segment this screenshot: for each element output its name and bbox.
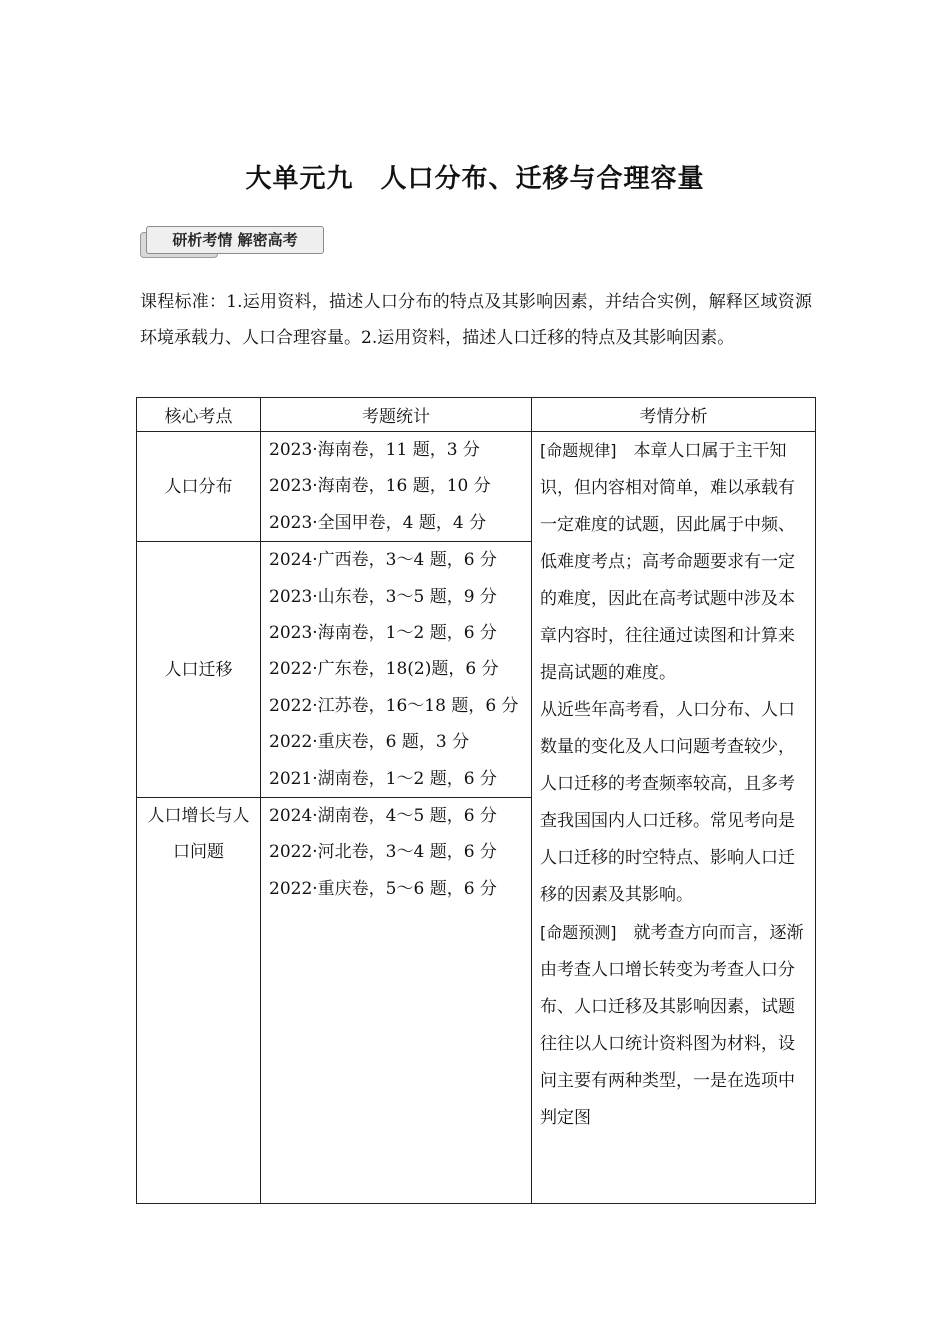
- page-title: 大单元九 人口分布、迁移与合理容量: [245, 164, 705, 194]
- stat-item: 2023·海南卷，16 题，10 分: [269, 476, 491, 497]
- topic-population-distribution: 人口分布: [137, 432, 261, 542]
- trend-text: 从近些年高考看，人口分布、人口数量的变化及人口问题考查较少，人口迁移的考查频率较高，且多考查我国国内人口迁移。常见考向是人口迁移的时空特点、影响人口迁移的因素及其影响。: [540, 700, 795, 905]
- stat-item: 2024·广西卷，3～4 题，6 分: [269, 550, 497, 571]
- curriculum-standard: 课程标准：1.运用资料，描述人口分布的特点及其影响因素，并结合实例，解释区域资源环境承载力、人口合理容量。2.运用资料，描述人口迁移的特点及其影响因素。: [140, 292, 812, 348]
- topic-population-growth: 人口增长与人口问题: [137, 797, 261, 1203]
- stat-item: 2024·湖南卷，4～5 题，6 分: [269, 805, 497, 826]
- section-badge: [140, 226, 322, 256]
- stat-item: 2022·广东卷，18(2)题，6 分: [269, 659, 499, 680]
- rule-text: 本章人口属于主干知识，但内容相对简单，难以承载有一定难度的试题，因此属于中频、低难度考点；高考命题要求有一定的难度，因此在高考试题中涉及本章内容时，往往通过读图和计算来提高试题的难度。: [540, 441, 795, 683]
- rule-tag: [命题规律]: [540, 441, 617, 460]
- exam-analysis-table: [136, 397, 816, 1204]
- header-exam-stats: 考题统计: [261, 398, 532, 432]
- stat-item: 2022·河北卷，3～4 题，6 分: [269, 842, 497, 863]
- stat-item: 2023·全国甲卷，4 题，4 分: [269, 512, 487, 533]
- stat-item: 2022·重庆卷，6 题，3 分: [269, 732, 470, 753]
- header-core-topic: 核心考点: [137, 398, 261, 432]
- prediction-tag: [命题预测]: [540, 923, 617, 942]
- stats-population-growth: [261, 797, 532, 1203]
- badge-label: 研析考情 解密高考: [146, 226, 324, 254]
- stats-population-distribution: [261, 432, 532, 542]
- stat-item: 2022·江苏卷，16～18 题，6 分: [269, 695, 519, 716]
- stat-item: 2022·重庆卷，5～6 题，6 分: [269, 878, 497, 899]
- header-analysis: 考情分析: [532, 398, 816, 432]
- stats-population-migration: [261, 542, 532, 798]
- stat-item: 2021·湖南卷，1～2 题，6 分: [269, 768, 497, 789]
- analysis-cell: [532, 432, 816, 1204]
- stat-item: 2023·海南卷，1～2 题，6 分: [269, 622, 497, 643]
- stat-item: 2023·山东卷，3～5 题，9 分: [269, 586, 497, 607]
- prediction-text: 就考查方向而言，逐渐由考查人口增长转变为考查人口分布、人口迁移及其影响因素，试题往往以人口统计资料图为材料，设问主要有两种类型，一是在选项中判定图: [540, 923, 804, 1128]
- stat-item: 2023·海南卷，11 题，3 分: [269, 440, 480, 460]
- topic-population-migration: 人口迁移: [137, 542, 261, 798]
